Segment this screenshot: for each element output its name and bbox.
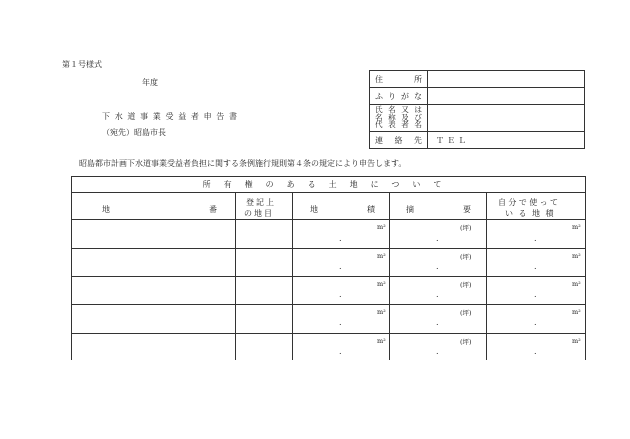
self-use-decimal-point: . — [534, 262, 537, 271]
area-unit: m² — [377, 223, 386, 231]
area-unit: m² — [377, 252, 386, 260]
row-divider — [72, 276, 585, 277]
self-use-unit: m² — [572, 223, 581, 231]
address-label: 住 所 — [370, 71, 428, 87]
row-divider — [72, 248, 585, 249]
col-self-use-label-1: 自分で使って — [498, 198, 561, 207]
summary-unit: (坪) — [460, 309, 472, 317]
summary-unit: (坪) — [460, 253, 472, 261]
summary-unit: (坪) — [460, 338, 472, 346]
tel-label[interactable]: ＴＥＬ — [436, 135, 469, 145]
form-number: 第１号様式 — [62, 60, 102, 69]
col-registry-label-2: の地目 — [244, 209, 274, 218]
area-unit: m² — [377, 337, 386, 345]
name-row — [370, 105, 584, 132]
self-use-decimal-point: . — [534, 290, 537, 299]
applicant-table — [369, 70, 585, 149]
summary-decimal-point: . — [436, 347, 439, 356]
col-lot-label-1: 地 — [102, 205, 110, 214]
summary-unit: (坪) — [460, 224, 472, 232]
col-area-label-1: 地 — [310, 205, 318, 214]
land-table-header: 所有権のある土地について — [202, 180, 455, 189]
contact-row — [370, 132, 584, 148]
area-unit: m² — [377, 280, 386, 288]
self-use-unit: m² — [572, 252, 581, 260]
col-summary-label-1: 摘 — [406, 205, 414, 214]
furigana-label: ふ り が な — [370, 88, 428, 104]
self-use-decimal-point: . — [534, 347, 537, 356]
self-use-decimal-point: . — [534, 234, 537, 243]
area-decimal-point: . — [339, 290, 342, 299]
col-summary-label-2: 要 — [463, 205, 471, 214]
self-use-unit: m² — [572, 337, 581, 345]
area-decimal-point: . — [339, 262, 342, 271]
fiscal-year-label: 年度 — [142, 78, 158, 87]
area-decimal-point: . — [339, 318, 342, 327]
summary-decimal-point: . — [436, 234, 439, 243]
area-unit: m² — [377, 308, 386, 316]
col-area-label-2: 積 — [367, 205, 375, 214]
address-row — [370, 71, 584, 88]
document-title: 下水道事業受益者申告書 — [102, 112, 242, 121]
contact-label: 連 絡 先 — [370, 132, 428, 148]
land-table — [71, 176, 586, 360]
col-lot-label-2: 番 — [209, 205, 217, 214]
divider — [72, 192, 585, 193]
summary-unit: (坪) — [460, 281, 472, 289]
self-use-unit: m² — [572, 308, 581, 316]
furigana-row — [370, 88, 584, 105]
summary-decimal-point: . — [436, 318, 439, 327]
name-label: 氏名又は 名称及び 代表者名 — [370, 105, 428, 131]
col-self-use-label-2: いる地積 — [505, 209, 559, 218]
row-divider — [72, 333, 585, 334]
area-decimal-point: . — [339, 234, 342, 243]
area-decimal-point: . — [339, 347, 342, 356]
row-divider — [72, 304, 585, 305]
self-use-decimal-point: . — [534, 318, 537, 327]
self-use-unit: m² — [572, 280, 581, 288]
col-registry-label-1: 登記上 — [246, 198, 276, 207]
summary-decimal-point: . — [436, 262, 439, 271]
addressee: （宛先）昭島市長 — [102, 128, 166, 137]
declaration-notice: 昭島都市計画下水道事業受益者負担に関する条例施行規則第４条の規定により申告します。 — [79, 159, 407, 168]
summary-decimal-point: . — [436, 290, 439, 299]
row-divider — [72, 219, 585, 220]
